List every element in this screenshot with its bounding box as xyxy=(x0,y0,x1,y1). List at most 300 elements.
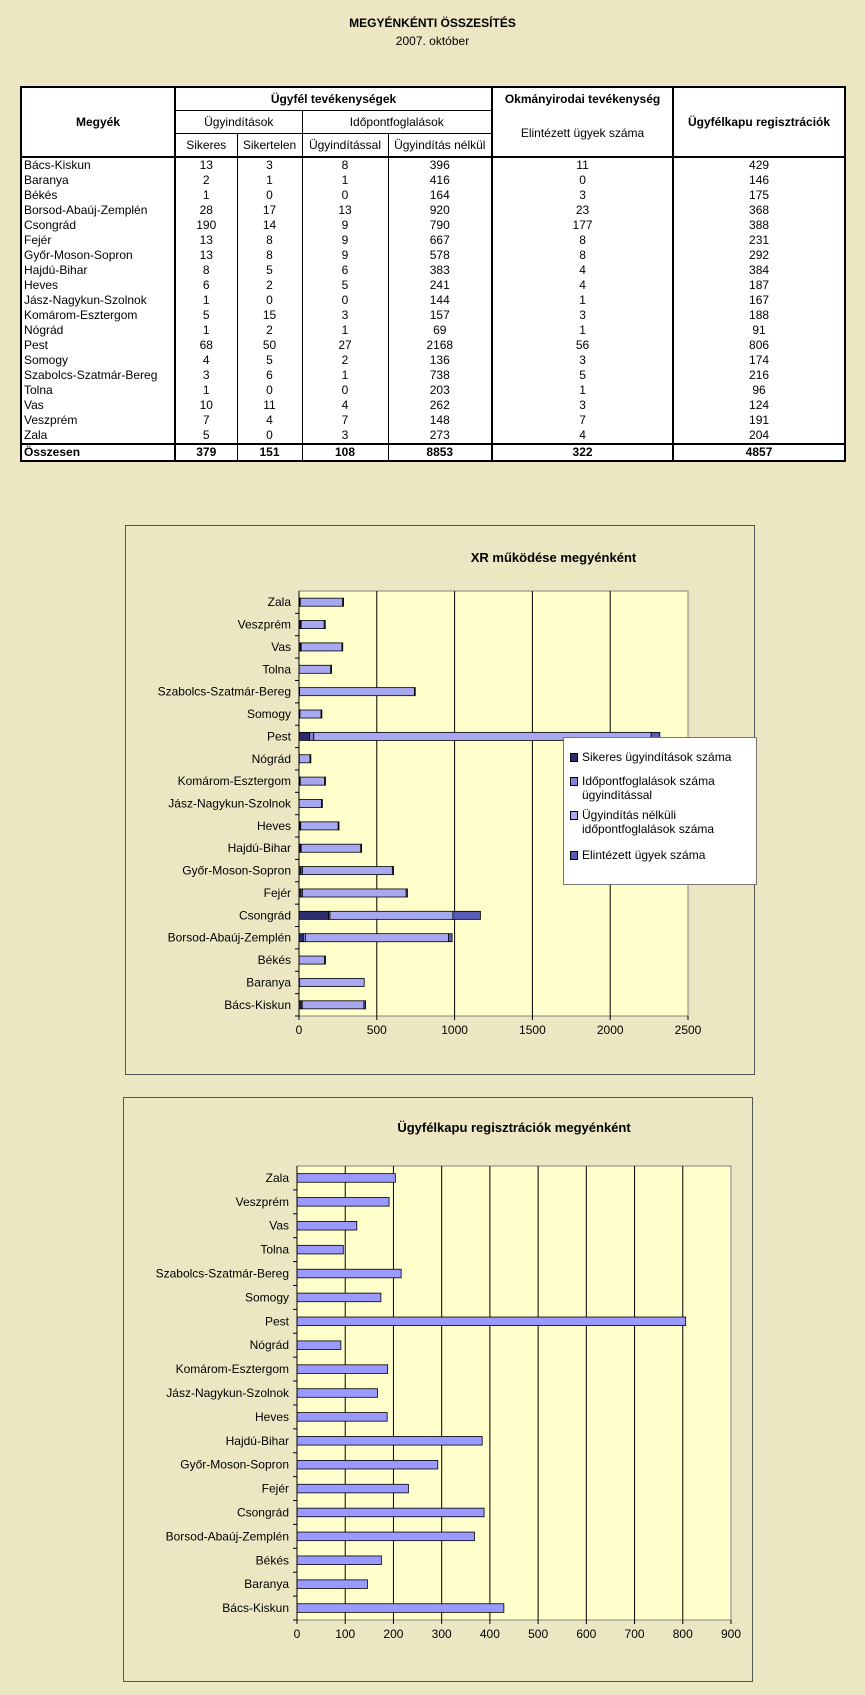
ugyfelkapu-cell: 188 xyxy=(673,308,845,323)
bar-segment xyxy=(299,799,321,807)
bar-segment xyxy=(302,889,406,897)
header-ugyinditas-nelkul: Ügyindítás nélkül xyxy=(388,134,492,158)
header-okmanyirodai: Okmányirodai tevékenység xyxy=(492,87,673,111)
county-cell: Győr-Moson-Sopron xyxy=(21,248,175,263)
y-tick-label: Csongrád xyxy=(238,908,291,923)
ugyinditas-nelkul-cell: 203 xyxy=(388,383,492,398)
table-row xyxy=(21,233,845,248)
page-subtitle: 2007. október xyxy=(395,34,470,48)
table-row xyxy=(21,263,845,278)
ugyinditassal-cell: 9 xyxy=(302,248,388,263)
summary-table xyxy=(20,86,846,462)
county-cell: Fejér xyxy=(21,233,175,248)
bar-segment xyxy=(301,844,361,852)
ugyinditas-nelkul-cell: 148 xyxy=(388,413,492,428)
y-tick-label: Csongrád xyxy=(236,1505,289,1520)
y-tick-label: Tolna xyxy=(262,662,291,677)
y-tick-label: Veszprém xyxy=(235,1194,289,1209)
bar-segment xyxy=(321,710,322,718)
chart-title: XR működése megyénként xyxy=(470,550,637,565)
bar-segment xyxy=(301,822,338,830)
y-tick-label: Veszprém xyxy=(237,617,291,632)
ugyinditassal-cell: 9 xyxy=(302,233,388,248)
bar-segment xyxy=(449,934,453,942)
ugyinditassal-cell: 13 xyxy=(302,203,388,218)
sikertelen-cell: 5 xyxy=(237,263,302,278)
county-cell: Pest xyxy=(21,338,175,353)
y-tick-label: Komárom-Esztergom xyxy=(175,1362,289,1377)
y-tick-label: Pest xyxy=(266,729,291,744)
ugyinditassal-cell: 0 xyxy=(302,188,388,203)
sikeres-cell: 1 xyxy=(202,293,210,307)
ugyinditas-nelkul-cell: 738 xyxy=(388,368,492,383)
y-tick-label: Baranya xyxy=(244,1577,289,1592)
ugyinditassal-cell: 7 xyxy=(302,413,388,428)
bar-segment xyxy=(331,665,332,673)
bar-segment xyxy=(297,1221,357,1230)
sikeres-cell: 1 xyxy=(202,323,210,337)
y-tick-label: Győr-Moson-Sopron xyxy=(182,863,291,878)
bar-segment xyxy=(297,1198,389,1207)
bar-segment xyxy=(342,643,343,651)
ugyfelkapu-chart-panel xyxy=(123,1097,753,1682)
y-tick-label: Vas xyxy=(269,1218,289,1233)
ugyfelkapu-cell: 187 xyxy=(673,278,845,293)
y-tick-label: Borsod-Abaúj-Zemplén xyxy=(167,930,291,945)
table-row xyxy=(21,308,845,323)
bar-segment xyxy=(305,934,448,942)
header-ugyfel-tevekenysegek: Ügyfél tevékenységek xyxy=(175,87,492,111)
ugyinditassal-cell: 5 xyxy=(302,278,388,293)
sikertelen-cell: 11 xyxy=(237,398,302,413)
sikeres-cell: 28 xyxy=(199,203,213,217)
ugyfelkapu-cell: 204 xyxy=(673,428,845,444)
table-row xyxy=(21,398,845,413)
bar-segment xyxy=(338,822,339,830)
bar-segment xyxy=(297,1389,378,1398)
table-row xyxy=(21,203,845,218)
x-tick-label: 500 xyxy=(528,1627,549,1641)
bar-segment xyxy=(297,1580,367,1589)
elintezett-cell: 3 xyxy=(492,188,673,203)
bar-segment xyxy=(406,889,407,897)
x-tick-label: 200 xyxy=(383,1627,404,1641)
ugyfelkapu-cell: 292 xyxy=(673,248,845,263)
sikeres-cell: 7 xyxy=(202,413,210,427)
y-tick-label: Békés xyxy=(257,953,291,968)
x-tick-label: 2500 xyxy=(674,1023,702,1037)
sikertelen-cell: 5 xyxy=(237,353,302,368)
ugyinditassal-cell: 0 xyxy=(302,293,388,308)
county-cell: Nógrád xyxy=(21,323,175,338)
ugyfelkapu-chart xyxy=(124,1098,752,1681)
ugyinditas-nelkul-cell: 790 xyxy=(388,218,492,233)
elintezett-cell: 56 xyxy=(492,338,673,353)
bar-segment xyxy=(301,643,342,651)
sikeres-cell: 3 xyxy=(202,368,210,382)
ugyinditas-nelkul-cell: 144 xyxy=(388,293,492,308)
ugyfelkapu-cell: 175 xyxy=(673,188,845,203)
sikertelen-cell: 0 xyxy=(237,383,302,398)
ugyfelkapu-cell: 96 xyxy=(673,383,845,398)
county-cell: Zala xyxy=(21,428,175,444)
chart-title: Ügyfélkapu regisztrációk megyénként xyxy=(397,1120,631,1135)
ugyinditas-nelkul-cell: 136 xyxy=(388,353,492,368)
sikeres-cell: 13 xyxy=(199,248,213,262)
y-tick-label: Hajdú-Bihar xyxy=(225,1433,289,1448)
ugyinditassal-cell: 9 xyxy=(302,218,388,233)
bar-segment xyxy=(300,777,324,785)
elintezett-cell: 322 xyxy=(492,444,673,461)
y-tick-label: Somogy xyxy=(246,707,291,722)
xr-chart-legend xyxy=(563,737,757,885)
ugyinditas-nelkul-cell: 416 xyxy=(388,173,492,188)
elintezett-cell: 1 xyxy=(492,383,673,398)
sikertelen-cell: 15 xyxy=(237,308,302,323)
y-tick-label: Baranya xyxy=(246,975,291,990)
legend-label: Időpontfoglalások száma ügyindítással xyxy=(582,774,715,802)
bar-segment xyxy=(297,1365,388,1374)
header-megyek: Megyék xyxy=(21,87,175,157)
y-tick-label: Vas xyxy=(271,639,291,654)
ugyinditassal-cell: 27 xyxy=(302,338,388,353)
ugyinditassal-cell: 4 xyxy=(302,398,388,413)
sikertelen-cell: 8 xyxy=(237,233,302,248)
bar-segment xyxy=(299,934,303,942)
y-tick-label: Fejér xyxy=(263,885,291,900)
x-tick-label: 2000 xyxy=(596,1023,624,1037)
bar-segment xyxy=(322,799,323,807)
sikertelen-cell: 50 xyxy=(237,338,302,353)
table-row xyxy=(21,413,845,428)
elintezett-cell: 4 xyxy=(492,428,673,444)
sikeres-cell: 1 xyxy=(202,188,210,202)
elintezett-cell: 5 xyxy=(492,368,673,383)
county-cell: Bács-Kiskun xyxy=(21,157,175,173)
county-cell: Szabolcs-Szatmár-Bereg xyxy=(21,368,175,383)
sikeres-cell: 6 xyxy=(202,278,210,292)
sikertelen-cell: 6 xyxy=(237,368,302,383)
y-tick-label: Győr-Moson-Sopron xyxy=(180,1457,289,1472)
sikertelen-cell: 0 xyxy=(237,188,302,203)
county-cell: Hajdú-Bihar xyxy=(21,263,175,278)
ugyfelkapu-cell: 124 xyxy=(673,398,845,413)
page-title: MEGYÉNKÉNTI ÖSSZESÍTÉS xyxy=(349,16,516,30)
ugyinditassal-cell: 0 xyxy=(302,383,388,398)
elintezett-cell: 177 xyxy=(492,218,673,233)
y-tick-label: Hajdú-Bihar xyxy=(227,841,291,856)
elintezett-cell: 7 xyxy=(492,413,673,428)
sikertelen-cell: 2 xyxy=(237,278,302,293)
ugyinditassal-cell: 1 xyxy=(302,173,388,188)
ugyinditas-nelkul-cell: 69 xyxy=(388,323,492,338)
ugyinditas-nelkul-cell: 157 xyxy=(388,308,492,323)
bar-segment xyxy=(453,911,481,919)
legend-swatch xyxy=(570,811,578,820)
bar-segment xyxy=(297,1532,474,1541)
bar-segment xyxy=(299,911,329,919)
y-tick-label: Heves xyxy=(254,1409,289,1424)
y-tick-label: Komárom-Esztergom xyxy=(177,774,291,789)
y-tick-label: Jász-Nagykun-Szolnok xyxy=(166,1386,289,1400)
bar-segment xyxy=(361,844,362,852)
bar-segment xyxy=(364,1001,366,1009)
bar-segment xyxy=(297,1413,387,1422)
bar-segment xyxy=(297,1460,438,1469)
ugyinditas-nelkul-cell: 383 xyxy=(388,263,492,278)
sikertelen-cell: 0 xyxy=(237,428,302,444)
x-tick-label: 100 xyxy=(335,1627,356,1641)
sikeres-cell: 5 xyxy=(175,428,237,444)
y-tick-label: Jász-Nagykun-Szolnok xyxy=(168,796,291,811)
bar-segment xyxy=(299,956,325,964)
ugyinditas-nelkul-cell: 262 xyxy=(388,398,492,413)
ugyinditas-nelkul-cell: 396 xyxy=(388,157,492,173)
bar-segment xyxy=(392,867,393,875)
ugyfelkapu-cell: 806 xyxy=(673,338,845,353)
sikeres-cell: 190 xyxy=(196,218,217,232)
y-tick-label: Bács-Kiskun xyxy=(222,1601,289,1616)
ugyinditassal-cell: 6 xyxy=(302,263,388,278)
ugyfelkapu-cell: 388 xyxy=(673,218,845,233)
x-tick-label: 0 xyxy=(295,1023,303,1037)
bar-segment xyxy=(324,621,325,629)
header-ugyfelkapu: Ügyfélkapu regisztrációk xyxy=(673,87,845,157)
legend-label: Elintézett ügyek száma xyxy=(582,848,706,862)
sikertelen-cell: 1 xyxy=(237,173,302,188)
sikeres-cell: 68 xyxy=(199,338,213,352)
bar-segment xyxy=(297,1317,686,1326)
table-row xyxy=(21,368,845,383)
x-tick-label: 400 xyxy=(479,1627,500,1641)
sikertelen-cell: 0 xyxy=(237,293,302,308)
ugyinditassal-cell: 8 xyxy=(302,157,388,173)
y-tick-label: Tolna xyxy=(260,1242,289,1257)
elintezett-cell: 3 xyxy=(492,353,673,368)
y-tick-label: Zala xyxy=(265,1170,289,1185)
ugyinditassal-cell: 3 xyxy=(302,308,388,323)
ugyfelkapu-cell: 429 xyxy=(673,157,845,173)
county-cell: Heves xyxy=(21,278,175,293)
ugyfelkapu-cell: 216 xyxy=(673,368,845,383)
x-tick-label: 300 xyxy=(431,1627,452,1641)
ugyinditassal-cell: 3 xyxy=(302,428,388,444)
ugyinditassal-cell: 108 xyxy=(302,444,388,461)
legend-swatch xyxy=(570,777,578,786)
x-tick-label: 1000 xyxy=(441,1023,468,1037)
table-row xyxy=(21,428,845,444)
county-cell: Békés xyxy=(21,188,175,203)
table-row xyxy=(21,218,845,233)
table-row xyxy=(21,353,845,368)
ugyinditassal-cell: 1 xyxy=(302,323,388,338)
header-sikertelen: Sikertelen xyxy=(237,134,302,158)
ugyinditas-nelkul-cell: 241 xyxy=(388,278,492,293)
y-tick-label: Szabolcs-Szatmár-Bereg xyxy=(157,684,291,699)
bar-segment xyxy=(297,1436,482,1445)
ugyfelkapu-cell: 384 xyxy=(673,263,845,278)
bar-segment xyxy=(297,1174,395,1183)
ugyinditassal-cell: 1 xyxy=(302,368,388,383)
total-row xyxy=(21,444,845,461)
ugyinditas-nelkul-cell: 273 xyxy=(388,428,492,444)
sikeres-cell: 13 xyxy=(199,233,213,247)
table-row xyxy=(21,338,845,353)
elintezett-cell: 3 xyxy=(492,398,673,413)
county-cell: Baranya xyxy=(21,173,175,188)
sikeres-cell: 1 xyxy=(202,383,210,397)
ugyinditas-nelkul-cell: 920 xyxy=(388,203,492,218)
x-tick-label: 900 xyxy=(720,1627,742,1641)
bar-segment xyxy=(299,665,331,673)
elintezett-cell: 1 xyxy=(492,293,673,308)
legend-swatch xyxy=(570,851,578,860)
elintezett-cell: 23 xyxy=(492,203,673,218)
sikeres-cell: 5 xyxy=(202,308,210,322)
bar-segment xyxy=(297,1341,341,1350)
elintezett-cell: 11 xyxy=(492,157,673,173)
bar-segment xyxy=(297,1556,381,1565)
bar-segment xyxy=(299,732,310,740)
county-cell: Tolna xyxy=(21,383,175,398)
sikertelen-cell: 8 xyxy=(237,248,302,263)
sikeres-cell: 13 xyxy=(199,158,213,172)
bar-segment xyxy=(297,1508,484,1517)
sikertelen-cell: 17 xyxy=(237,203,302,218)
ugyfelkapu-cell: 368 xyxy=(673,203,845,218)
bar-segment xyxy=(325,777,326,785)
sikertelen-cell: 14 xyxy=(237,218,302,233)
elintezett-cell: 8 xyxy=(492,248,673,263)
legend-label: Sikeres ügyindítások száma xyxy=(582,750,732,764)
bar-segment xyxy=(310,732,314,740)
x-tick-label: 500 xyxy=(366,1023,387,1037)
table-row xyxy=(21,278,845,293)
sikeres-cell: 8 xyxy=(202,263,210,277)
ugyfelkapu-cell: 231 xyxy=(673,233,845,248)
bar-segment xyxy=(302,1001,364,1009)
header-elintezett: Elintézett ügyek száma xyxy=(492,111,673,158)
elintezett-cell: 4 xyxy=(492,263,673,278)
ugyfelkapu-cell: 167 xyxy=(673,293,845,308)
table-row xyxy=(21,323,845,338)
bar-segment xyxy=(343,598,344,606)
ugyfelkapu-cell: 146 xyxy=(673,173,845,188)
y-tick-label: Szabolcs-Szatmár-Bereg xyxy=(155,1266,289,1281)
legend-swatch xyxy=(570,753,578,762)
y-tick-label: Zala xyxy=(267,595,291,610)
ugyfelkapu-cell: 4857 xyxy=(673,444,845,461)
bar-segment xyxy=(297,1604,504,1613)
legend-label: Ügyindítás nélküli időpontfoglalások száma xyxy=(582,808,715,836)
sikertelen-cell: 151 xyxy=(237,444,302,461)
y-tick-label: Bács-Kiskun xyxy=(224,997,291,1012)
table-row xyxy=(21,293,845,308)
xr-chart-panel xyxy=(125,525,755,1075)
header-ugyinditassal: Ügyindítással xyxy=(302,134,388,158)
elintezett-cell: 8 xyxy=(492,233,673,248)
bar-segment xyxy=(299,755,310,763)
sikeres-cell: 2 xyxy=(202,173,210,187)
bar-segment xyxy=(300,688,415,696)
x-tick-label: 0 xyxy=(293,1627,301,1641)
x-tick-label: 800 xyxy=(672,1627,693,1641)
county-cell: Borsod-Abaúj-Zemplén xyxy=(21,203,175,218)
county-cell: Komárom-Esztergom xyxy=(21,308,175,323)
sikeres-cell: 379 xyxy=(175,444,237,461)
table-row xyxy=(21,248,845,263)
x-tick-label: 600 xyxy=(576,1627,597,1641)
county-cell: Vas xyxy=(21,398,175,413)
bar-segment xyxy=(302,867,392,875)
ugyinditas-nelkul-cell: 164 xyxy=(388,188,492,203)
y-tick-label: Somogy xyxy=(244,1290,289,1305)
x-tick-label: 1500 xyxy=(519,1023,546,1037)
table-row xyxy=(21,383,845,398)
ugyinditas-nelkul-cell: 578 xyxy=(388,248,492,263)
bar-segment xyxy=(300,710,321,718)
ugyinditassal-cell: 2 xyxy=(302,353,388,368)
county-cell: Somogy xyxy=(21,353,175,368)
county-cell: Jász-Nagykun-Szolnok xyxy=(21,293,175,308)
sikertelen-cell: 2 xyxy=(237,323,302,338)
elintezett-cell: 4 xyxy=(492,278,673,293)
ugyfelkapu-cell: 174 xyxy=(673,353,845,368)
table-row xyxy=(21,157,845,173)
header-sikeres: Sikeres xyxy=(175,134,237,158)
bar-segment xyxy=(325,956,326,964)
sikeres-cell: 4 xyxy=(202,353,210,367)
y-tick-label: Borsod-Abaúj-Zemplén xyxy=(165,1529,289,1544)
county-cell: Összesen xyxy=(21,444,175,461)
bar-segment xyxy=(297,1269,401,1278)
sikertelen-cell: 4 xyxy=(237,413,302,428)
county-cell: Veszprém xyxy=(21,413,175,428)
sikertelen-cell: 3 xyxy=(237,157,302,173)
bar-segment xyxy=(297,1245,343,1254)
table-row xyxy=(21,173,845,188)
elintezett-cell: 1 xyxy=(492,323,673,338)
bar-segment xyxy=(310,755,311,763)
bar-segment xyxy=(297,1484,408,1493)
bar-segment xyxy=(301,621,324,629)
ugyfelkapu-cell: 91 xyxy=(673,323,845,338)
y-tick-label: Békés xyxy=(255,1553,289,1568)
elintezett-cell: 0 xyxy=(492,173,673,188)
x-tick-label: 700 xyxy=(624,1627,645,1641)
y-tick-label: Pest xyxy=(264,1314,289,1329)
elintezett-cell: 3 xyxy=(492,308,673,323)
header-idopontfoglalasok: Időpontfoglalások xyxy=(302,111,492,134)
ugyinditas-nelkul-cell: 667 xyxy=(388,233,492,248)
y-tick-label: Nógrád xyxy=(251,751,291,766)
county-cell: Csongrád xyxy=(21,218,175,233)
bar-segment xyxy=(300,598,342,606)
bar-segment xyxy=(299,978,364,986)
bar-segment xyxy=(414,688,415,696)
bar-segment xyxy=(330,911,453,919)
header-ugyinditasok: Ügyindítások xyxy=(175,111,302,134)
y-tick-label: Fejér xyxy=(261,1481,289,1496)
table-row xyxy=(21,188,845,203)
sikeres-cell: 10 xyxy=(199,398,213,412)
y-tick-label: Nógrád xyxy=(249,1338,289,1353)
ugyinditas-nelkul-cell: 8853 xyxy=(388,444,492,461)
bar-segment xyxy=(297,1293,381,1302)
ugyinditas-nelkul-cell: 2168 xyxy=(388,338,492,353)
y-tick-label: Heves xyxy=(256,818,291,833)
ugyfelkapu-cell: 191 xyxy=(673,413,845,428)
